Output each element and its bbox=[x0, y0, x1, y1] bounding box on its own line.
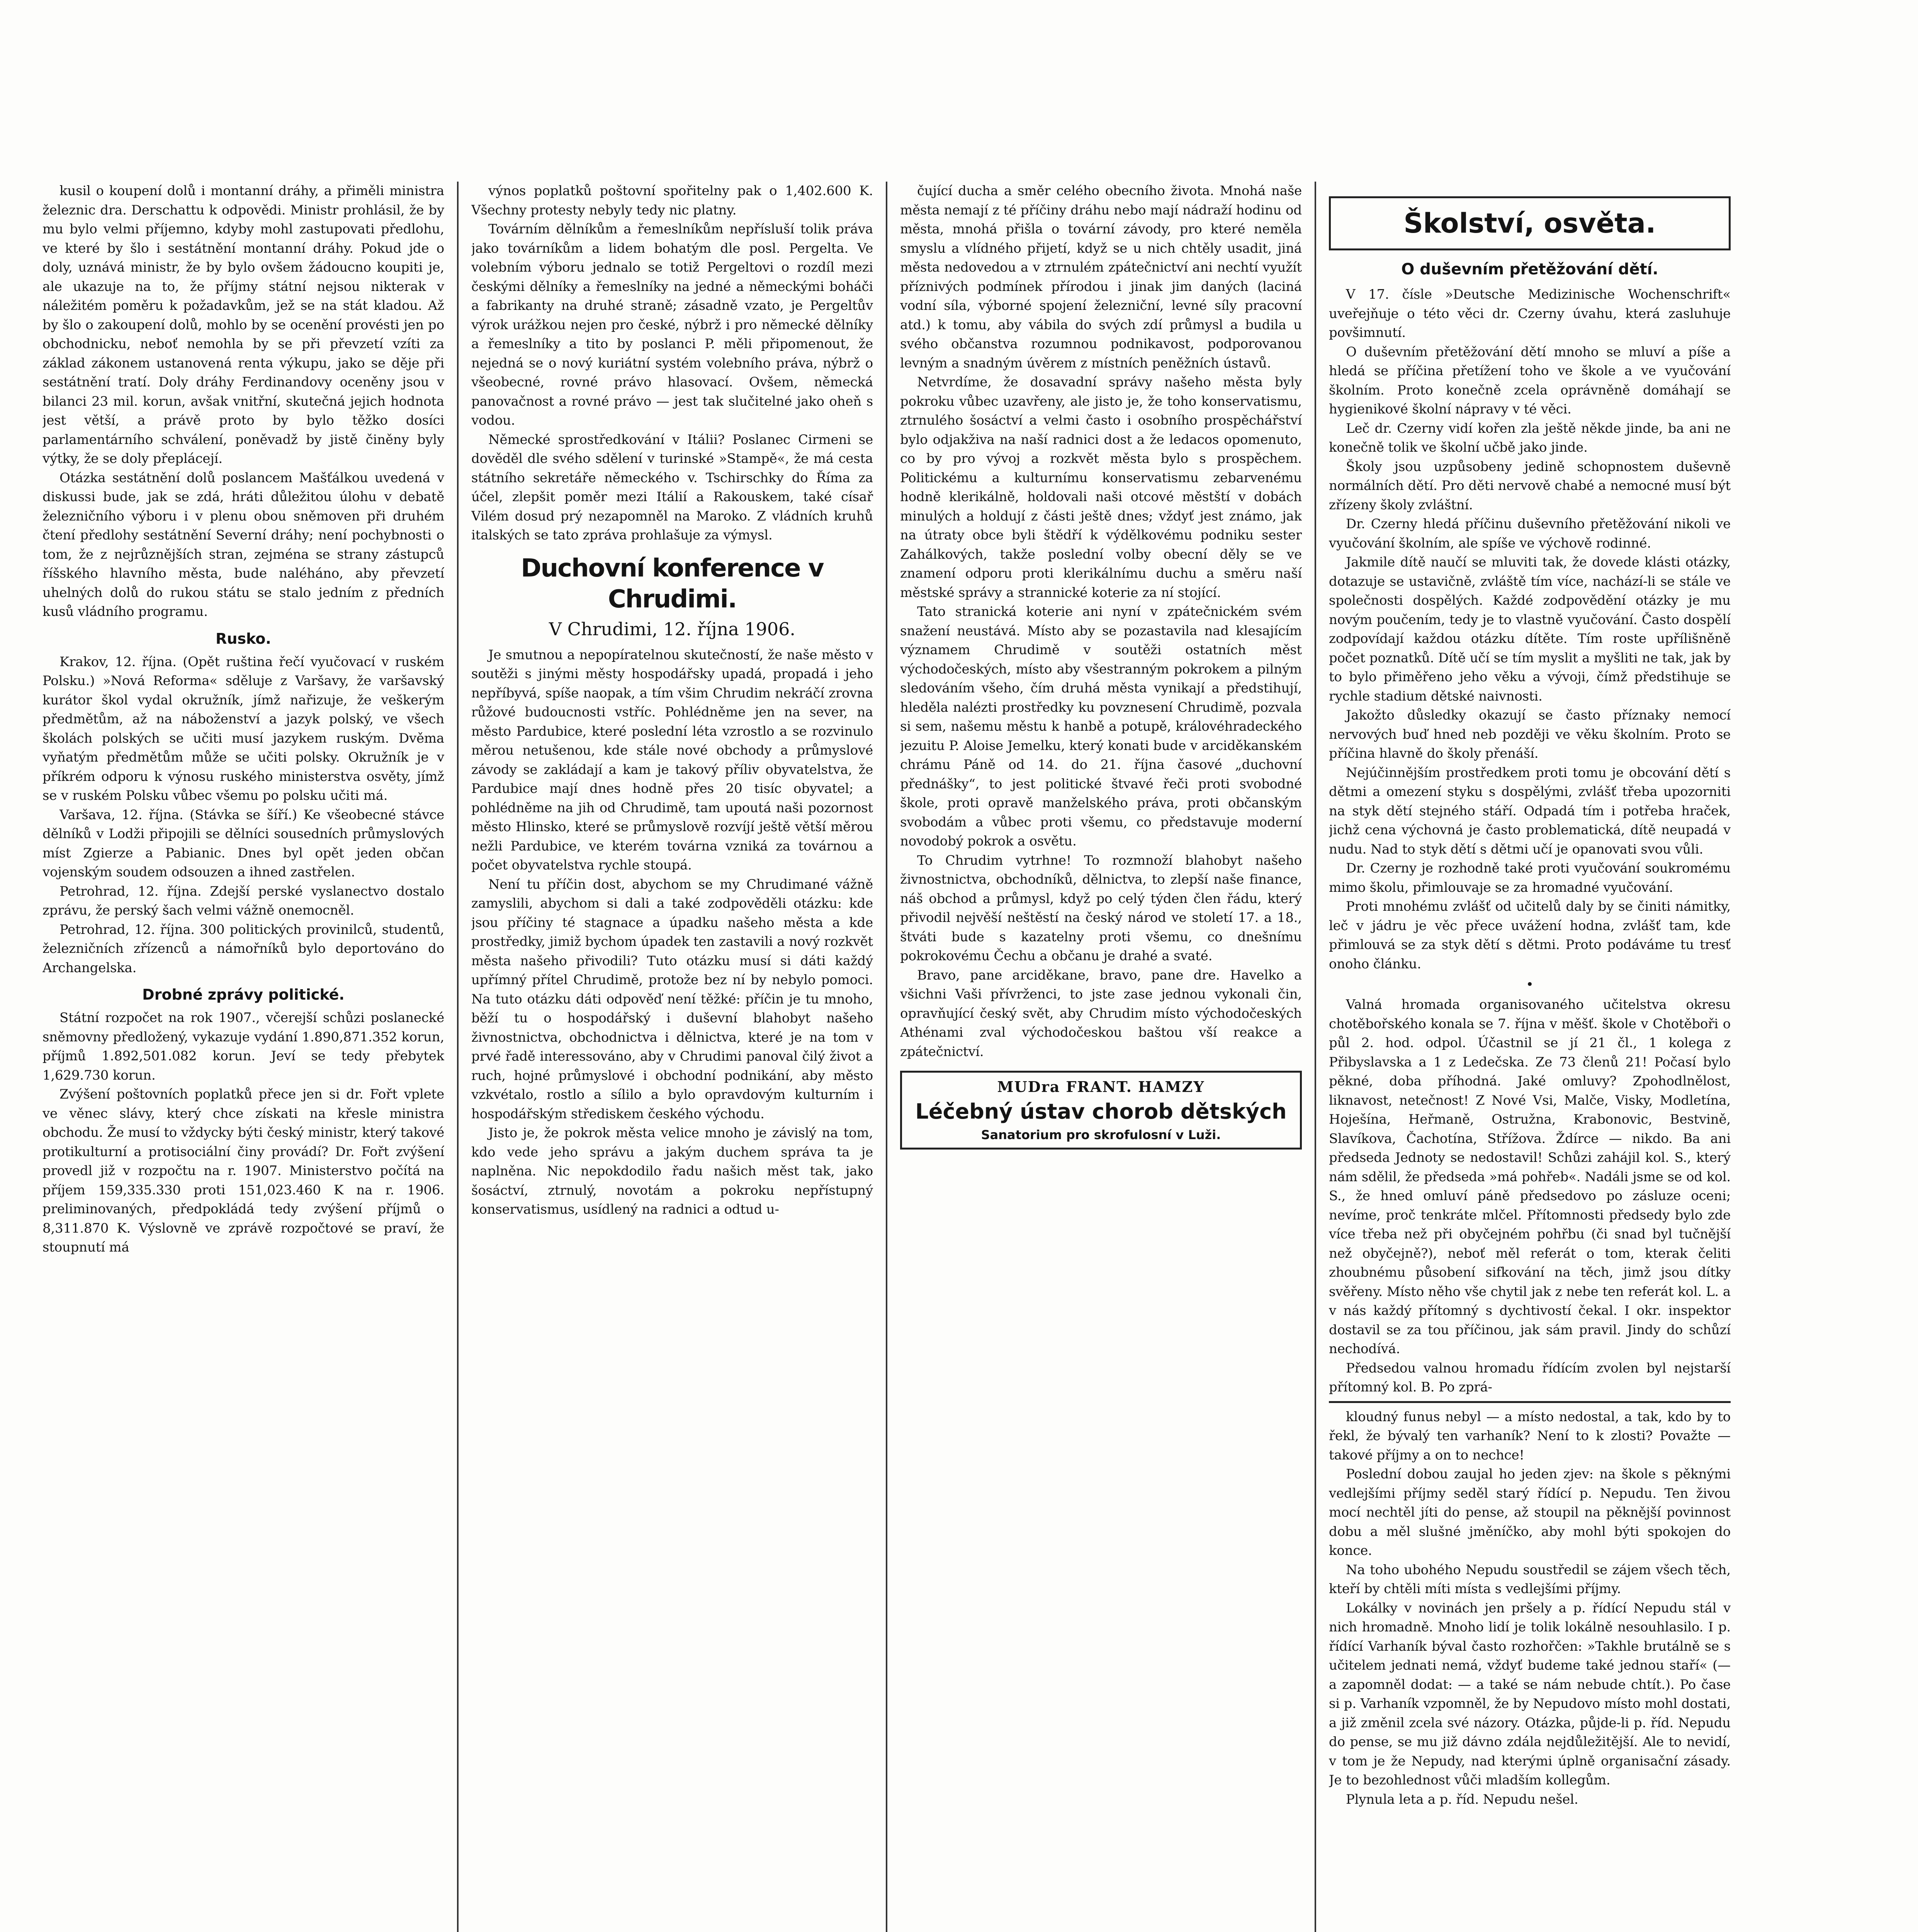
section-header-skolstvi: Školství, osvěta. bbox=[1329, 196, 1731, 250]
paragraph: Petrohrad, 12. října. Zdejší perské vyslanectvo dostalo zprávu, že perský šach velmi vážně onemocněl. bbox=[42, 883, 444, 918]
politics-section bbox=[42, 182, 444, 1932]
paragraph: To Chrudim vytrhne! To rozmnoží blahobyt našeho živnostnictva, obchodníků, dělnictva, to zlepší naše finance, náš obchod a průmysl, když po celý týden člen řádu, který přivodil nejvěší neštěstí na český národ ve století 17. a 18., štváti bude s kazatelny proti všemu, co dnešnímu pokrokovému Čechu a občanu je drahé a svaté. bbox=[900, 852, 1302, 964]
column-rule bbox=[886, 182, 887, 1932]
article-subheading: O duševním přetěžování dětí. bbox=[1401, 260, 1658, 278]
paragraph: Nejúčinnějším prostředkem proti tomu je obcování dětí s dětmi a omezení styku s dospělými, zvlášť třeba upozorniti na styk dětí stejného stáří. Odpadá tím i potřeba hraček, jichž cena výchovná je často problematická, dítě neupadá v nudu. Nad to styk dětí s dětmi učí je opanovati svou vůli. bbox=[1329, 765, 1731, 857]
paragraph: Leč dr. Czerny vidí kořen zla ještě někde jinde, ba ani ne konečně tolik ve školní učbě jako jinde. bbox=[1329, 420, 1731, 455]
paragraph: Valná hromada organisovaného učitelstva okresu chotěbořského konala se 7. října v měšť. škole v Chotěboři o půl 2. hod. odpol. Účastnil se jí 21 čl., 1 kolega z Přibyslavska a 1 z Ledečska. Ze 73 členů 21! Počasí bylo pěkné, doba příhodná. Jaké omluvy? Zpohodlnělost, liknavost, netečnost! Z Nové Vsi, Malče, Visky, Modletína, Hoješína, Heřmaně, Ostružna, Krabonovic, Bestvině, Slavíkova, Čachotína, Střížova. Ždírce — nikdo. Ba ani předseda Jednoty se nedostavil! Schůzi zahájil kol. S., který nám sdělil, že předseda »má pohřeb«. Nadáli jsme se od kol. S., že hned omluví páně předsedovo po zásluze oceni; nevíme, proč tenkráte mlčel. Přítomnosti předsedy bylo zde více třeba než při obyčejném pohřbu (či snad byl tučnější než obyčejně?), neboť měl referát o tom, kterak čeliti zhoubnému působení sifkování na těch, jimž jsou dítky svěřeny. Místo něho vše chytil jak z nebe ten referát kol. L. a v nás každý přítomný s dychtivostí čekal. I okr. inspektor dostavil se za tou příčinou, jak sám pravil. Jindy do schůzí nechodívá. bbox=[1329, 997, 1731, 1357]
paragraph: Není tu příčin dost, abychom se my Chrudimané vážně zamyslili, abychom si dali a také zodpověděli otázku: kde jsou příčiny té stagnace a úpadku našeho města a kde prostředky, jimiž bychom úpadek ten zastavili a nový rozkvět města našeho přivodili? Tuto otázku musí si dáti každý upřímný přítel Chrudimě, protože bez ní by nebylo pomoci. Na tuto otázku dáti odpověď není těžké: příčin je tu mnoho, běží tu o hospodářský i duševní blahobyt našeho živnostnictva, obchodnictva i dělnictva, které je na tom v prvé řadě interessováno, aby v Chrudimi panoval čilý život a ruch, hojné průmyslové i obchodní podnikání, aby město vzkvétalo, rostlo a sílilo a bylo opravdovým kulturním i hospodářským střediskem českého východu. bbox=[471, 876, 873, 1122]
article-dateline: V Chrudimi, 12. října 1906. bbox=[549, 618, 796, 639]
paragraph: Jakožto důsledky okazují se často příznaky nemocí nervových buď hned neb později ve věku školním. Proto se příčina hlavně do školy přenáší. bbox=[1329, 707, 1731, 761]
section-heading-drobne: Drobné zprávy politické. bbox=[142, 986, 345, 1003]
column-4 bbox=[1329, 182, 1731, 1932]
column-2 bbox=[471, 182, 873, 1932]
article-continued bbox=[900, 182, 1302, 1932]
paragraph: Továrním dělníkům a řemeslníkům nepřísluší tolik práva jako továrníkům a lidem bohatým dle posl. Pergelta. Ve volebním výboru jednalo se totiž Pergeltovi o rozdíl mezi českými dělníky a řemeslníky na jedné a německými boháči a fabrikanty na druhé straně; zásadně vzato, je Pergeltův výrok urážkou nejen pro české, nýbrž i pro německé dělníky a řemeslníky a tito by poslanci P. měli připomenout, že nejedná se o nový kuriátní systém volebního práva, nýbrž o všeobecné, rovné právo hlasovací. Ovšem, německá panovačnost a rovné právo — jest tak slučitelné jako oheň s vodou. bbox=[471, 221, 873, 428]
paragraph: Netvrdíme, že dosavadní správy našeho města byly pokroku vůbec uzavřeny, ale jisto je, že toho konservatismu, ztrnulého šosáctví a velmi často i osobního prospěchářství bylo odjakživa na naší radnici dost a že ledacos opomenuto, co by pro vývoj a rozkvět města bylo s prospěchem. Politickému a kulturnímu konservatismu zebarvenému hodně klerikálně, holdovali naši otcové městští v dobách minulých a holdují z části ještě dnes; vždyť jest známo, jak na útraty obce byli štědří k výdělkovému podniku sester Zahálkových, takže poslední volby obecní děly se ve znamení odporu proti klerikálnímu duchu a směru naší městské správy a strannické koterie za ní stojící. bbox=[900, 374, 1302, 600]
politics-continued bbox=[471, 182, 873, 1932]
ad-title: Léčebný ústav chorob dětských bbox=[915, 1099, 1287, 1124]
column-rule bbox=[1315, 182, 1316, 1932]
paragraph: Proti mnohému zvlášť od učitelů daly by se činiti námitky, leč v jádru je věc přece uvážení hodna, zvlášť tam, kde přimlouvá se za styk dětí s dětmi. Proto podáváme tu tresť onoho článku. bbox=[1329, 899, 1731, 972]
paragraph: Na toho ubohého Nepudu soustředil se zájem všech těch, kteří by chtěli míti místa s vedlejšími příjmy. bbox=[1329, 1562, 1731, 1597]
paragraph: Krakov, 12. října. (Opět ruština řečí vyučovací v ruském Polsku.) »Nová Reforma« sděluje z Varšavy, že varšavský kurátor škol vydal okružník, jímž nařizuje, že veškerým předmětům, až na náboženství a jazyk polský, ve všech školách polských se učiti musí jazykem ruským. Dvěma vyňatým předmětům může se učiti polsky. Okružník je v příkrém odporu k výnosu ruského ministerstva osvěty, jímž se v ruském Polsku vůbec všemu po polsku učiti má. bbox=[42, 654, 444, 803]
paragraph: Otázka sestátnění dolů poslancem Mašťálkou uvedená v diskussi bude, jak se zdá, hráti důležitou úlohu v debatě železničního výboru i v plenu obou sněmoven při druhém čtení předlohy sestátnění Severní dráhy; není pochybnosti o tom, že z nejrůznějších stran, zejména se strany zástupců říšského hlavního města, bude naléháno, aby převzetí uhelných dolů do rukou státu se stalo jedním z předních kusů vládního programu. bbox=[42, 470, 444, 619]
column-1 bbox=[42, 182, 444, 1932]
paragraph: Dr. Czerny hledá příčinu duševního přetěžování nikoli ve vyučování školním, ale spíše ve výchově rodinné. bbox=[1329, 516, 1731, 551]
separator-dot: • bbox=[1526, 977, 1534, 992]
ad-doctor-name: MUDra FRANT. HAMZY bbox=[997, 1078, 1205, 1095]
paragraph: čující ducha a směr celého obecního života. Mnohá naše města nemají z té příčiny dráhu nebo mají nádraží hodinu od města, mnohá přišla o tovární závody, pro které neměla smyslu a vlídného přijetí, když se u nich chtěly usadit, jiná města nedovedou a v ztrnulém zpátečnictví ani nechtí využít příznivých podmínek přírodou i jinak jim daných (laciná vodní síla, výborné spojení železniční, levné síly pracovní atd.) k tomu, aby vábila do svých zdí průmysl a budila u svého občanstva rozumnou podnikavost, podporovanou levným a snadným úvěrem z místních peněžních ústavů. bbox=[900, 183, 1302, 371]
newspaper-page bbox=[42, 182, 1731, 1932]
paragraph: V 17. čísle »Deutsche Medizinische Wochenschrift« uveřejňuje o této věci dr. Czerny úvahu, která zasluhuje povšimnutí. bbox=[1329, 287, 1731, 340]
paragraph: Jisto je, že pokrok města velice mnoho je závislý na tom, kdo vede jeho správu a jakým duchem správa ta je naplněna. Nic nepokdodilo řadu našich měst tak, jako šosáctví, ztrnulý, novotám a pokroku nepřístupný konservatismus, usídlený na radnici a odtud u- bbox=[471, 1125, 873, 1217]
paragraph: kusil o koupení dolů i montanní dráhy, a přiměli ministra železnic dra. Derschattu k odpovědi. Ministr prohlásil, že by mu bylo velmi příjemno, kdyby mohl zastupovati předlohu, ve které by šlo i sestátnění montanní dráhy. Pokud jde o doly, uznává ministr, že by bylo ovšem žádoucno koupiti je, ale ukazuje na to, že příjmy státní nejsou nikterak v náležitém poměru k požadavkům, jež se na stát kladou. Až by šlo o zakoupení dolů, mohlo by se ocenění provésti jen po obchodnicku, neboť nemohla by se při převzetí vzíti za základ zákonem ustanovená renta výkupu, jako se děje při sestátnění tratí. Doly dráhy Ferdinandovy oceněny jsou v bilanci 23 mil. korun, avšak vnitřní, skutečná jejich hodnota jest větší, a právě proto by bylo těžko dosíci parlamentárního schválení, poněvadž by jistě činěny byly výtky, že se doly přeplácejí. bbox=[42, 183, 444, 466]
paragraph: kloudný funus nebyl — a místo nedostal, a tak, kdo by to řekl, že bývalý ten varhaník? Není to k zlosti? Považte — takové příjmy a on to nechce! bbox=[1329, 1409, 1731, 1463]
article-headline: Duchovní konference v Chrudimi. bbox=[521, 554, 824, 614]
paragraph: O duševním přetěžování dětí mnoho se mluví a píše a hledá se příčina přetížení toho ve škole a ve vyučování školním. Proto konečně zcela oprávněně domáhají se hygienikové školní nápravy v té věci. bbox=[1329, 344, 1731, 417]
paragraph: výnos poplatků poštovní spořitelny pak o 1,402.600 K. Všechny protesty nebyly tedy nic platny. bbox=[471, 183, 873, 218]
section-heading-rusko: Rusko. bbox=[216, 630, 271, 647]
paragraph: Zvýšení poštovních poplatků přece jen si dr. Fořt vplete ve věnec slávy, který chce získati na křesle ministra obchodu. Že musí to vždycky býti český ministr, který takové protikulturní a protisociální činy provádí? Dr. Fořt zvýšení provedl již v rozpočtu na r. 1907. Ministerstvo počítá na příjem 159,335.330 proti 151,023.460 K na r. 1906. preliminovaných, předpokládá tedy zvýšení příjmů o 8,311.870 K. Výslovně ve zprávě rozpočtové se praví, že stoupnutí má bbox=[42, 1087, 444, 1255]
paragraph: Školy jsou uzpůsobeny jedině schopnostem duševně normálních dětí. Pro děti nervově chabé a nemocné musí být zřízeny školy zvláštní. bbox=[1329, 459, 1731, 513]
column-rule bbox=[457, 182, 459, 1932]
paragraph: Státní rozpočet na rok 1907., včerejší schůzi poslanecké sněmovny předložený, vykazuje vydání 1.890,871.352 korun, příjmů 1.892,501.082 korun. Jeví se tedy přebytek 1,629.730 korun. bbox=[42, 1010, 444, 1083]
column-3 bbox=[900, 182, 1302, 1932]
section-divider bbox=[1329, 1401, 1731, 1403]
paragraph: Dr. Czerny je rozhodně také proti vyučování soukromému mimo školu, přimlouvaje se za hromadné vyučování. bbox=[1329, 861, 1731, 895]
paragraph: Petrohrad, 12. října. 300 politických provinilců, studentů, železničních zřízenců a námořníků bylo deportováno do Archangelska. bbox=[42, 922, 444, 976]
paragraph: Tato stranická koterie ani nyní v zpátečnickém svém snažení neustává. Místo aby se pozastavila nad klesajícím významem Chrudimě v soutěži ostatních měst východočeských, místo aby všestranným pokrokem a pilným sledováním všeho, čím druhá města vynikají a předstihují, hleděla nalézti prostředky ku povznesení Chrudimě, pozvala si sem, našemu městu k hanbě a potupě, královéhradeckého jezuitu P. Aloise Jemelku, který konati bude v arciděkanském chrámu Páně od 14. do 21. října časové „duchovní přednášky“, to jest politické štvavé řeči proti svobodné škole, proti opravě manželského práva, proti občanským svobodám a vůbec proti všemu, co představuje moderní novodobý pokrok a osvětu. bbox=[900, 604, 1302, 849]
paragraph: Lokálky v novinách jen pršely a p. řídící Nepudu stál v nich hromadně. Mnoho lidí je tolik lokálně nesouhlasilo. I p. řídící Varhaník býval často rozhořčen: »Takhle brutálně se s učitelem jednati nemá, vždyť budeme také jednou staří« (— a zapomněl dodat: — a také se nám nebude chtít.). Po čase si p. Varhaník vzpomněl, že by Nepudovo místo mohl dostati, a již změnil zcela své názory. Otázka, půjde-li p. říd. Nepudu do pense, se mu již dávno zdála nejdůležitější. Ale to nevidí, v tom je že Nepudy, nad kterými úplně organisační zásady. Je to bezohlednost vůči mladším kollegům. bbox=[1329, 1600, 1731, 1788]
paragraph: Bravo, pane arciděkane, bravo, pane dre. Havelko a všichni Vaši přívrženci, to jste zase jednou vykonali čin, opravňující český svět, aby Chrudim místo východočeských Athénami zval východočeskou baštou vší reakce a zpátečnictví. bbox=[900, 967, 1302, 1060]
paragraph: Jakmile dítě naučí se mluviti tak, že dovede klásti otázky, dotazuje se ustavičně, zvláště tím více, nachází-li se stále ve společnosti dospělých. Každé zodpovědění otázky je mu novým poučením, tedy je to vlastně vyučování. Často dospělí zodpovídají každou otázku dítěte. Tím roste upřílišněně počet poznatků. Dítě učí se tím myslit a myšliti ne tak, jak by to bylo přiměřeno jeho věku a vývoji, čímž předstihuje se rychle stadium dětské naivnosti. bbox=[1329, 554, 1731, 704]
paragraph: Plynula leta a p. říd. Nepudu nešel. bbox=[1346, 1791, 1578, 1807]
ad-subtitle: Sanatorium pro skrofulosní v Luži. bbox=[981, 1128, 1221, 1142]
paragraph: Německé sprostředkování v Itálii? Poslanec Cirmeni se dověděl dle svého sdělení v turinské »Stampě«, že má cesta státního sekretáře německého v. Tschirschky do Říma za účel, zlepšit poměr mezi Itálií a Rakouskem, také císař Vilém dosud prý nezapomněl na Maroko. Z vládních kruhů italských se tato zpráva prohlašuje za výmysl. bbox=[471, 432, 873, 543]
paragraph: Předsedou valnou hromadu řídícím zvolen byl nejstarší přítomný kol. B. Po zprá- bbox=[1329, 1360, 1731, 1395]
advertisement-box bbox=[900, 1071, 1302, 1150]
paragraph: Varšava, 12. října. (Stávka se šíří.) Ke všeobecné stávce dělníků v Lodži připojili se dělníci sousedních průmyslových míst Zgierze a Pabianic. Dnes byl opět jeden občan vojenským soudem odsouzen a ihned zastřelen. bbox=[42, 807, 444, 880]
paragraph: Je smutnou a nepopíratelnou skutečností, že naše město v soutěži s jinými městy hospodářsky upadá, propadá i jeho nepříbyvá, spíše naopak, a tím všim Chrudim nekráčí zrovna růžové budoucnosti vstříc. Pohlédněme jen na sever, na město Pardubice, které poslední léta vzrostlo a se rozvinulo měrou netušenou, kde stále nové obchody a průmyslové závody se zakládají a kam je takový příliv obyvatelstva, že Pardubice mají dnes hodně přes 20 tisíc obyvatel; a pohlédněme na jih od Chrudimě, tam upoutá naši pozornost město Hlinsko, které se průmyslově rozvíjí ještě větší měrou nežli Pardubice, ve kterém továrna vzniká za továrnou a počet obyvatelstva rychle stoupá. bbox=[471, 647, 873, 873]
paragraph: Poslední dobou zaujal ho jeden zjev: na škole s pěknými vedlejšími příjmy seděl starý řídící p. Nepudu. Ten živou mocí nechtěl jíti do pense, až stoupil na pěknější povinnost dobu a měl slušné jměníčko, aby mohl býti spokojen do konce. bbox=[1329, 1466, 1731, 1558]
